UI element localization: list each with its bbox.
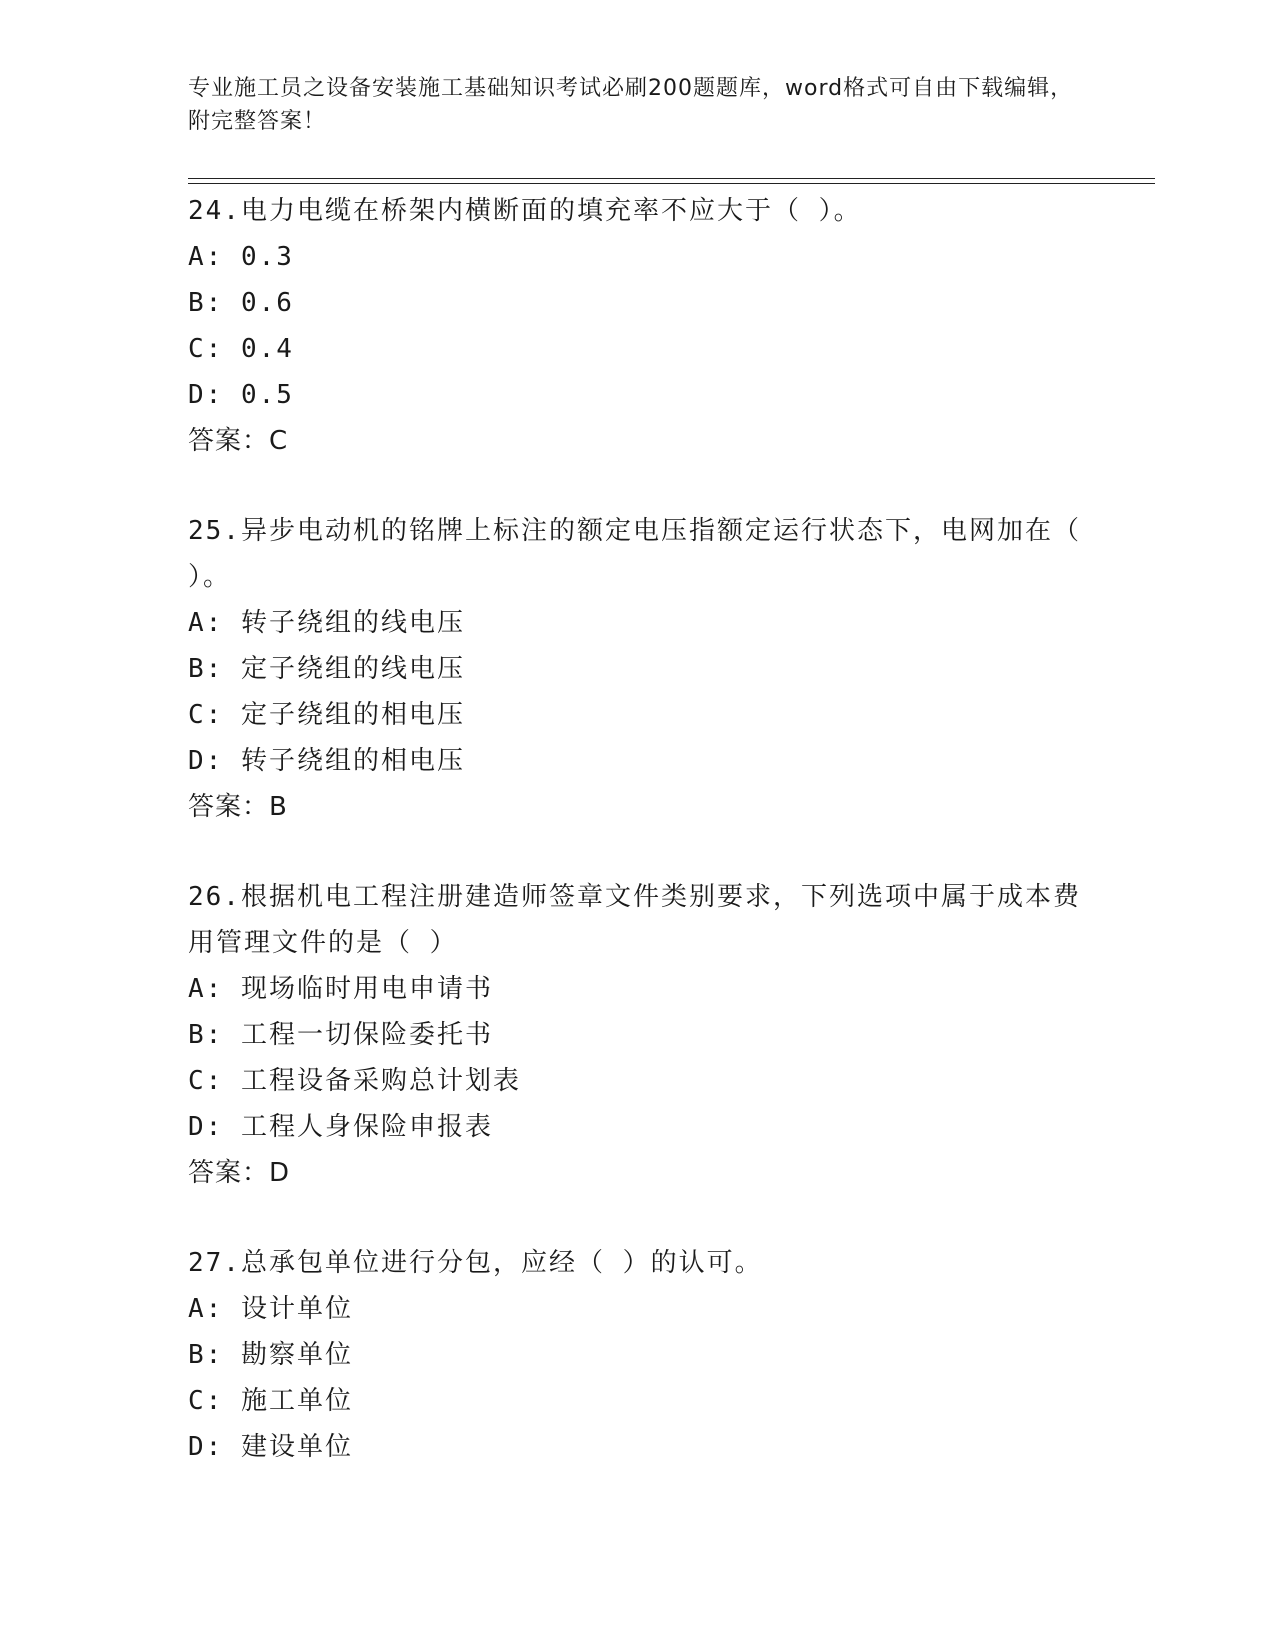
option-c: C: 定子绕组的相电压 (188, 700, 465, 730)
question-25 (188, 508, 1099, 830)
answer: 答案：B (188, 792, 288, 822)
answer: 答案：C (188, 426, 289, 456)
option-d: D: 建设单位 (188, 1432, 353, 1462)
option-a: A: 转子绕组的线电压 (188, 608, 465, 638)
header-divider-bottom (188, 183, 1155, 184)
option-a: A: 0.3 (188, 242, 294, 272)
question-26 (188, 874, 1088, 1196)
question-stem: 25.异步电动机的铭牌上标注的额定电压指额定运行状态下，电网加在（ ）。 (188, 516, 1099, 592)
question-27 (188, 1240, 1088, 1470)
option-b: B: 工程一切保险委托书 (188, 1020, 493, 1050)
question-list (188, 188, 1099, 1514)
option-b: B: 0.6 (188, 288, 294, 318)
option-b: B: 定子绕组的线电压 (188, 654, 465, 684)
document-header (188, 72, 1088, 138)
option-c: C: 0.4 (188, 334, 294, 364)
option-d: D: 转子绕组的相电压 (188, 746, 465, 776)
question-stem: 27.总承包单位进行分包，应经（ ）的认可。 (188, 1248, 763, 1278)
option-d: D: 工程人身保险申报表 (188, 1112, 493, 1142)
option-d: D: 0.5 (188, 380, 294, 410)
option-c: C: 工程设备采购总计划表 (188, 1066, 521, 1096)
option-b: B: 勘察单位 (188, 1340, 353, 1370)
question-24 (188, 188, 1088, 464)
answer: 答案：D (188, 1158, 291, 1188)
header-title: 专业施工员之设备安装施工基础知识考试必刷200题题库，word格式可自由下载编辑，附完整答案！ (188, 76, 1074, 134)
option-a: A: 现场临时用电申请书 (188, 974, 493, 1004)
option-a: A: 设计单位 (188, 1294, 353, 1324)
header-divider-top (188, 178, 1155, 179)
question-stem: 26.根据机电工程注册建造师签章文件类别要求，下列选项中属于成本费用管理文件的是（ ） (188, 882, 1081, 958)
option-c: C: 施工单位 (188, 1386, 353, 1416)
question-stem: 24.电力电缆在桥架内横断面的填充率不应大于（ ）。 (188, 196, 862, 226)
